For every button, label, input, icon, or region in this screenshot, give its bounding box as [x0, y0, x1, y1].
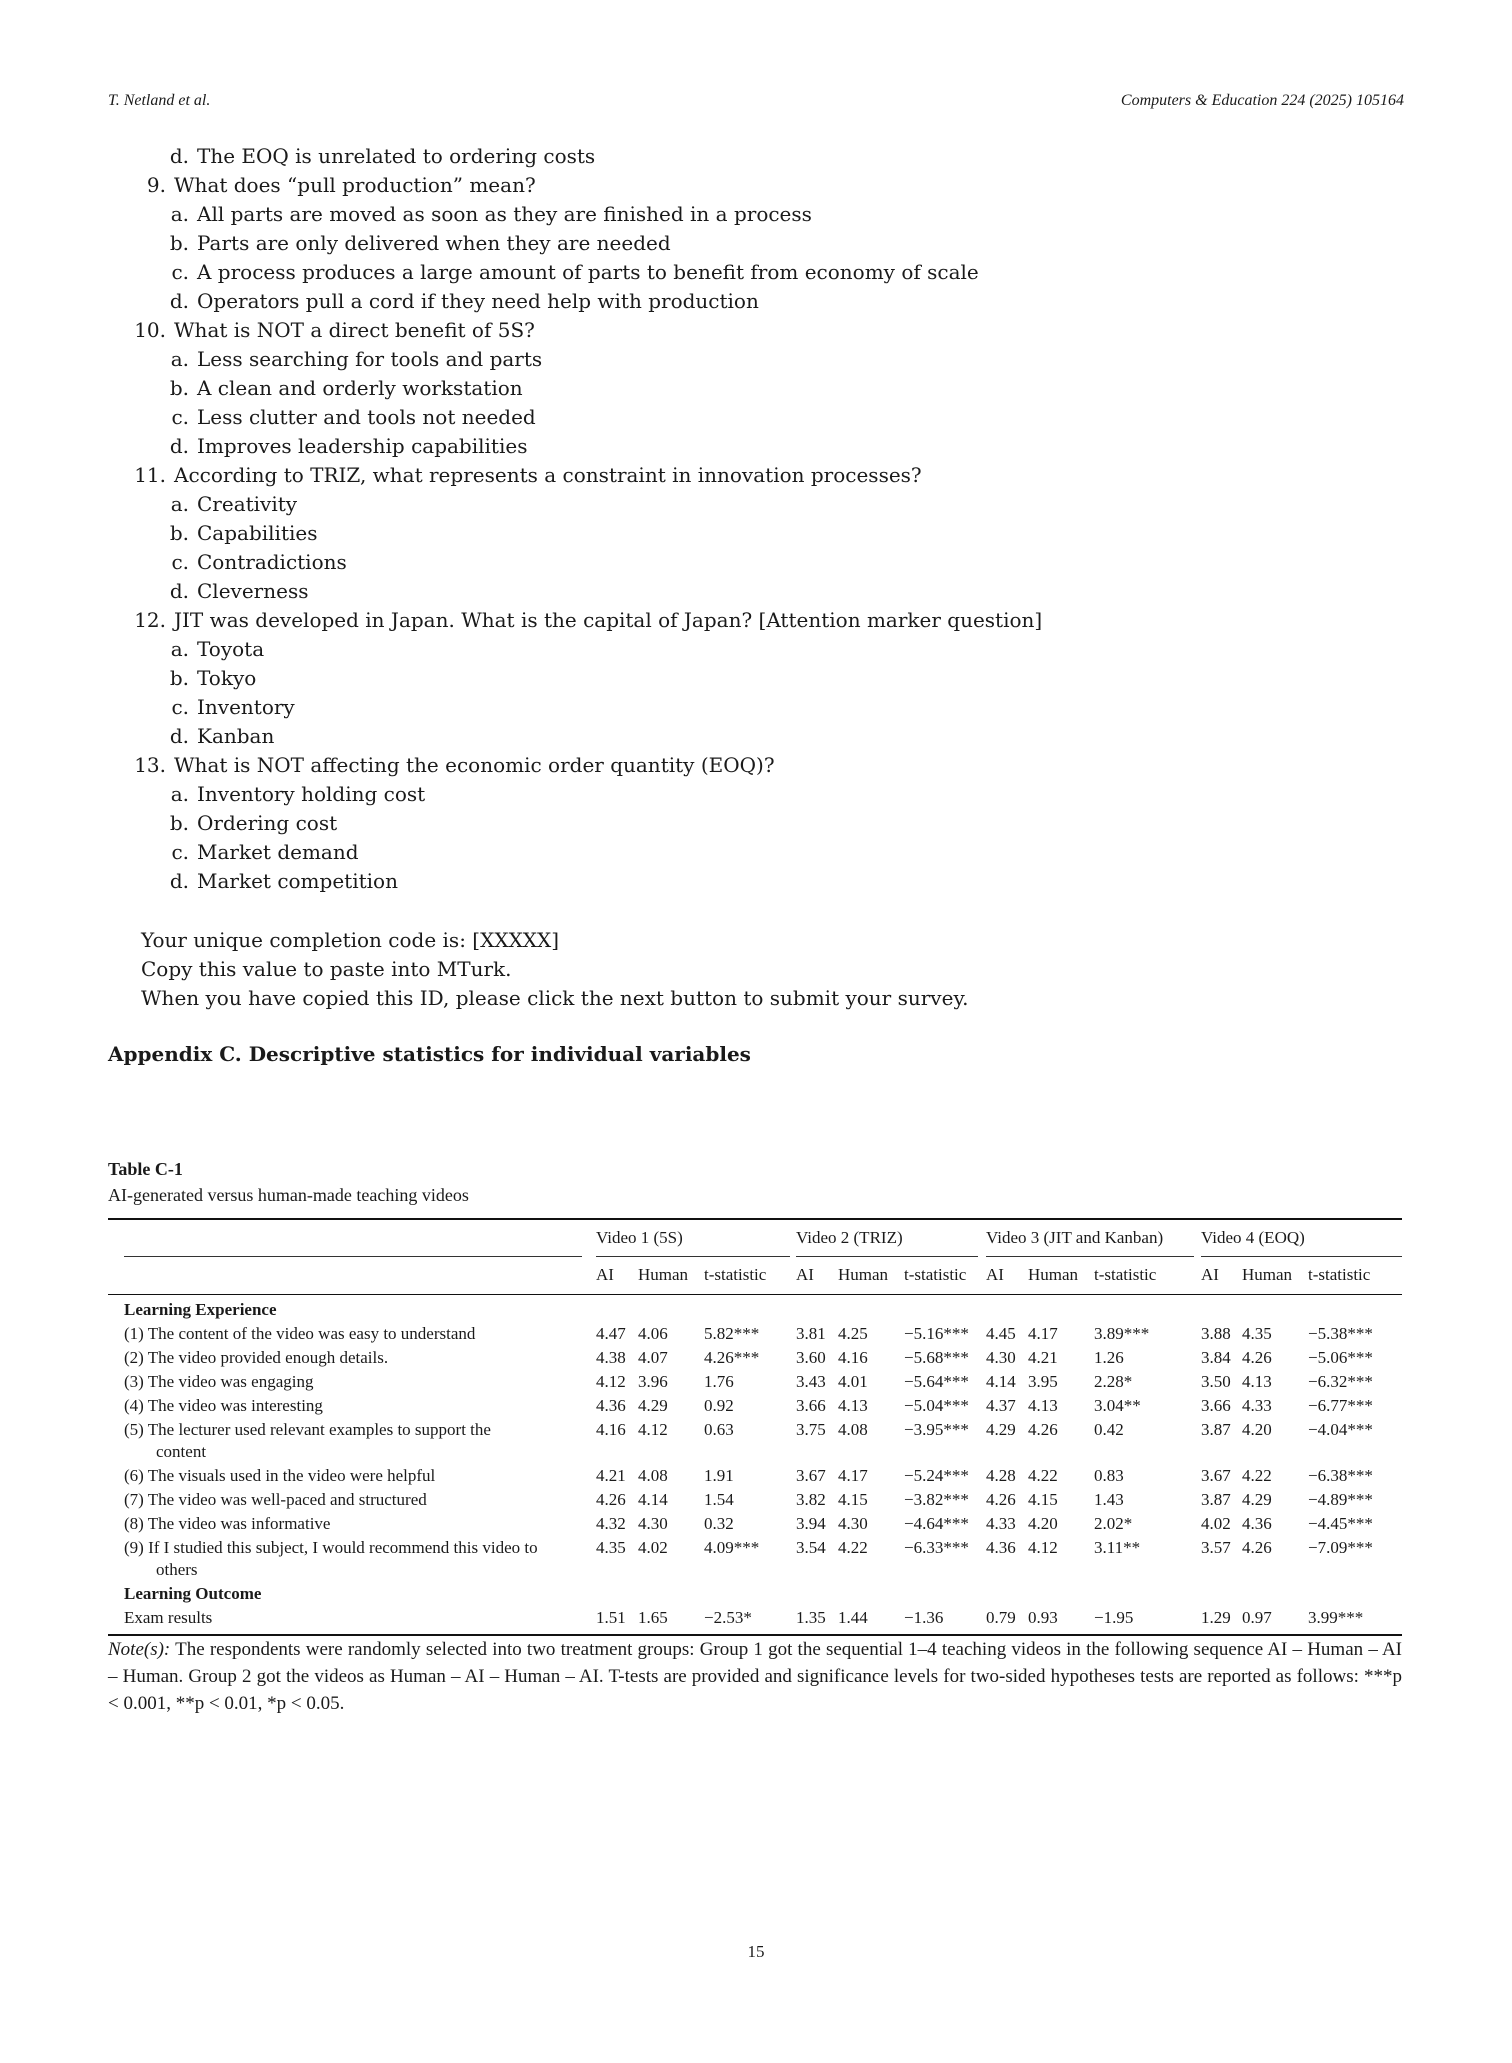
table-cell-value: 4.12 — [638, 1420, 668, 1439]
table-cell-value: 4.36 — [596, 1396, 626, 1415]
table-cell-value: −4.45*** — [1308, 1514, 1373, 1533]
stub-header-rule — [124, 1256, 582, 1257]
table-cell-value: 4.16 — [838, 1348, 868, 1367]
table-cell-value: 4.02 — [1201, 1514, 1231, 1533]
column-group-header: Video 1 (5S) — [596, 1228, 683, 1247]
option-text: Tokyo — [197, 666, 257, 690]
option-letter: d. — [169, 289, 189, 313]
answer-option — [108, 577, 1042, 606]
table-cell-value: 1.43 — [1094, 1490, 1124, 1509]
table-cell-value: 4.30 — [986, 1348, 1016, 1367]
table-cell-value: 5.82*** — [704, 1324, 760, 1343]
table-cell-value: 4.47 — [596, 1324, 626, 1343]
table-cell-value: 4.15 — [838, 1490, 868, 1509]
answer-option — [108, 548, 1042, 577]
table-cell-value: 4.26 — [596, 1490, 626, 1509]
table-cell-value: 4.25 — [838, 1324, 868, 1343]
answer-option — [108, 635, 1042, 664]
table-cell-value: 4.07 — [638, 1348, 668, 1367]
table-cell-value: 4.13 — [1028, 1396, 1058, 1415]
table-cell-value: −5.04*** — [904, 1396, 969, 1415]
note-label: Note(s): — [108, 1639, 171, 1660]
table-cell-value: −5.24*** — [904, 1466, 969, 1485]
option-letter: a. — [170, 492, 189, 516]
table-cell-value: 4.29 — [638, 1396, 668, 1415]
option-text: Less clutter and tools not needed — [197, 405, 536, 429]
answer-option — [108, 722, 1042, 751]
table-cell-value: 2.28* — [1094, 1372, 1133, 1391]
table-cell-value: −6.32*** — [1308, 1372, 1373, 1391]
group-header-rule — [986, 1256, 1194, 1257]
option-text: Creativity — [197, 492, 298, 516]
option-text: A process produces a large amount of parts to benefit from economy of scale — [197, 260, 979, 284]
option-text: Capabilities — [197, 521, 318, 545]
table-label: Table C-1 — [108, 1159, 183, 1179]
table-cell-value: 3.81 — [796, 1324, 826, 1343]
table-header-rule — [108, 1294, 1402, 1295]
table-cell-value: 3.82 — [796, 1490, 826, 1509]
option-letter: d. — [169, 579, 189, 603]
answer-option — [108, 519, 1042, 548]
table-cell-value: −4.64*** — [904, 1514, 969, 1533]
table-cell-value: −7.09*** — [1308, 1538, 1373, 1557]
table-cell-value: 4.14 — [986, 1372, 1016, 1391]
answer-option — [108, 780, 1042, 809]
option-text: Cleverness — [197, 579, 309, 603]
completion-line: When you have copied this ID, please click the next button to submit your survey. — [141, 986, 969, 1010]
column-header-ai: AI — [796, 1265, 814, 1284]
question-text: JIT was developed in Japan. What is the capital of Japan? [Attention marker question] — [174, 608, 1043, 632]
question-text: According to TRIZ, what represents a constraint in innovation processes? — [174, 463, 922, 487]
question-number: 10. — [134, 318, 166, 342]
option-letter: a. — [170, 347, 189, 371]
question-item — [108, 316, 1042, 345]
answer-option — [108, 142, 1042, 171]
question-item — [108, 751, 1042, 780]
table-cell-value: 4.14 — [638, 1490, 668, 1509]
answer-option — [108, 258, 1042, 287]
table-cell-value: 4.26 — [1242, 1348, 1272, 1367]
option-letter: d. — [169, 144, 189, 168]
table-cell-value: 4.38 — [596, 1348, 626, 1367]
completion-instructions — [141, 926, 968, 1013]
table-cell-value: 4.08 — [638, 1466, 668, 1485]
row-label: (5) The lecturer used relevant examples to support the — [124, 1420, 491, 1439]
table-cell-value: 3.50 — [1201, 1372, 1231, 1391]
table-cell-value: 2.02* — [1094, 1514, 1133, 1533]
table-cell-value: 3.99*** — [1308, 1608, 1364, 1627]
table-label-block — [108, 1156, 469, 1208]
table-cell-value: 0.42 — [1094, 1420, 1124, 1439]
table-cell-value: 3.96 — [638, 1372, 668, 1391]
table-cell-value: 4.35 — [596, 1538, 626, 1557]
option-text: Less searching for tools and parts — [197, 347, 543, 371]
option-letter: d. — [169, 869, 189, 893]
table-cell-value: 1.44 — [838, 1608, 868, 1627]
table-top-rule — [108, 1218, 1402, 1220]
section-title: Learning Outcome — [124, 1584, 262, 1603]
row-label-continuation: content — [156, 1442, 207, 1461]
table-cell-value: 0.83 — [1094, 1466, 1124, 1485]
table-cell-value: 4.37 — [986, 1396, 1016, 1415]
row-label: (1) The content of the video was easy to understand — [124, 1324, 476, 1343]
table-cell-value: 0.93 — [1028, 1608, 1058, 1627]
table-cell-value: −5.64*** — [904, 1372, 969, 1391]
option-text: Kanban — [197, 724, 275, 748]
header-authors: T. Netland et al. — [108, 92, 211, 109]
table-cell-value: 4.29 — [1242, 1490, 1272, 1509]
table-cell-value: −6.33*** — [904, 1538, 969, 1557]
completion-line: Copy this value to paste into MTurk. — [141, 957, 512, 981]
table-cell-value: −6.38*** — [1308, 1466, 1373, 1485]
question-number: 11. — [134, 463, 166, 487]
table-cell-value: 4.33 — [986, 1514, 1016, 1533]
table-cell-value: −4.04*** — [1308, 1420, 1373, 1439]
answer-option — [108, 809, 1042, 838]
table-cell-value: 3.66 — [796, 1396, 826, 1415]
option-letter: a. — [170, 202, 189, 226]
table-cell-value: 4.21 — [596, 1466, 626, 1485]
header-journal: Computers & Education 224 (2025) 105164 — [1120, 92, 1404, 109]
column-header-t: t-statistic — [1308, 1265, 1371, 1284]
group-header-rule — [1201, 1256, 1402, 1257]
option-text: Inventory — [197, 695, 295, 719]
table-cell-value: 3.75 — [796, 1420, 826, 1439]
option-letter: b. — [169, 811, 189, 835]
column-group-header: Video 4 (EOQ) — [1201, 1228, 1305, 1247]
column-group-header: Video 2 (TRIZ) — [796, 1228, 903, 1247]
table-cell-value: 0.79 — [986, 1608, 1016, 1627]
answer-option — [108, 432, 1042, 461]
answer-option — [108, 229, 1042, 258]
table-cell-value: −1.95 — [1094, 1608, 1134, 1627]
table-cell-value: −5.38*** — [1308, 1324, 1373, 1343]
table-cell-value: 4.36 — [1242, 1514, 1272, 1533]
row-label: (3) The video was engaging — [124, 1372, 314, 1391]
group-header-rule — [796, 1256, 978, 1257]
row-label: (7) The video was well-paced and structured — [124, 1490, 427, 1509]
column-header-ai: AI — [596, 1265, 614, 1284]
answer-option — [108, 838, 1042, 867]
column-header-t: t-statistic — [904, 1265, 967, 1284]
table-cell-value: 4.29 — [986, 1420, 1016, 1439]
table-cell-value: −1.36 — [904, 1608, 944, 1627]
question-text: What does “pull production” mean? — [174, 173, 536, 197]
question-text: What is NOT affecting the economic order quantity (EOQ)? — [174, 753, 775, 777]
row-label: (4) The video was interesting — [124, 1396, 323, 1415]
table-cell-value: 4.17 — [1028, 1324, 1058, 1343]
table-cell-value: 4.32 — [596, 1514, 626, 1533]
question-list — [108, 142, 1042, 896]
table-cell-value: 3.11** — [1094, 1538, 1141, 1557]
column-header-ai: AI — [986, 1265, 1004, 1284]
table-cell-value: 4.26*** — [704, 1348, 760, 1367]
question-item — [108, 606, 1042, 635]
table-cell-value: −5.16*** — [904, 1324, 969, 1343]
answer-option — [108, 867, 1042, 896]
column-header-t: t-statistic — [1094, 1265, 1157, 1284]
table-cell-value: 3.88 — [1201, 1324, 1231, 1343]
option-letter: b. — [169, 666, 189, 690]
table-cell-value: −3.95*** — [904, 1420, 969, 1439]
table-cell-value: 4.12 — [1028, 1538, 1058, 1557]
question-text: What is NOT a direct benefit of 5S? — [174, 318, 535, 342]
table-cell-value: 3.95 — [1028, 1372, 1058, 1391]
table-cell-value: 0.92 — [704, 1396, 734, 1415]
note-text: The respondents were randomly selected into two treatment groups: Group 1 got the sequential 1–4 teaching videos in the following sequence AI – Human – AI – Human. Group 2 got the videos as Human – AI – Human – AI. T-tests are provided and significance levels for two-sided hypotheses tests are reported as follows: ***p < 0.001, **p < 0.01, *p < 0.05. — [108, 1639, 1402, 1714]
table-cell-value: 3.87 — [1201, 1420, 1231, 1439]
table-cell-value: 4.28 — [986, 1466, 1016, 1485]
option-letter: c. — [171, 550, 189, 574]
option-text: Toyota — [197, 637, 265, 661]
answer-option — [108, 287, 1042, 316]
option-text: Inventory holding cost — [197, 782, 426, 806]
table-cell-value: 0.32 — [704, 1514, 734, 1533]
row-label-continuation: others — [156, 1560, 198, 1579]
running-head — [108, 92, 1404, 110]
table-cell-value: 4.06 — [638, 1324, 668, 1343]
table-cell-value: 1.91 — [704, 1466, 734, 1485]
option-text: Contradictions — [197, 550, 347, 574]
table-cell-value: 4.26 — [986, 1490, 1016, 1509]
table-cell-value: 4.13 — [838, 1396, 868, 1415]
option-text: The EOQ is unrelated to ordering costs — [197, 144, 596, 168]
column-header-human: Human — [1242, 1265, 1293, 1284]
option-letter: a. — [170, 637, 189, 661]
table-cell-value: 3.94 — [796, 1514, 826, 1533]
table-cell-value: 1.54 — [704, 1490, 734, 1509]
option-letter: b. — [169, 376, 189, 400]
table-caption: AI-generated versus human-made teaching videos — [108, 1185, 469, 1205]
table-cell-value: 3.67 — [1201, 1466, 1231, 1485]
table-cell-value: 3.87 — [1201, 1490, 1231, 1509]
table-cell-value: 1.29 — [1201, 1608, 1231, 1627]
table-cell-value: 4.12 — [596, 1372, 626, 1391]
table-cell-value: −5.06*** — [1308, 1348, 1373, 1367]
question-number: 9. — [146, 173, 166, 197]
table-cell-value: 4.22 — [1242, 1466, 1272, 1485]
option-letter: d. — [169, 724, 189, 748]
column-group-header: Video 3 (JIT and Kanban) — [986, 1228, 1164, 1247]
table-cell-value: 4.22 — [1028, 1466, 1058, 1485]
table-cell-value: 4.16 — [596, 1420, 626, 1439]
table-cell-value: 4.33 — [1242, 1396, 1272, 1415]
table-cell-value: 1.76 — [704, 1372, 734, 1391]
question-number: 12. — [134, 608, 166, 632]
column-header-human: Human — [1028, 1265, 1079, 1284]
option-text: Operators pull a cord if they need help with production — [197, 289, 759, 313]
table-cell-value: −3.82*** — [904, 1490, 969, 1509]
table-cell-value: 0.97 — [1242, 1608, 1272, 1627]
option-text: A clean and orderly workstation — [197, 376, 523, 400]
table-cell-value: 4.22 — [838, 1538, 868, 1557]
option-letter: c. — [171, 260, 189, 284]
table-cell-value: 3.57 — [1201, 1538, 1231, 1557]
table-cell-value: 3.84 — [1201, 1348, 1231, 1367]
table-cell-value: 4.01 — [838, 1372, 868, 1391]
table-cell-value: 4.02 — [638, 1538, 668, 1557]
option-letter: c. — [171, 695, 189, 719]
table-cell-value: 3.43 — [796, 1372, 826, 1391]
option-text: Parts are only delivered when they are needed — [197, 231, 671, 255]
option-text: Ordering cost — [197, 811, 338, 835]
table-cell-value: 4.13 — [1242, 1372, 1272, 1391]
question-item — [108, 171, 1042, 200]
table-note — [108, 1636, 1402, 1717]
table-cell-value: 4.17 — [838, 1466, 868, 1485]
table-cell-value: 4.15 — [1028, 1490, 1058, 1509]
option-text: Market competition — [197, 869, 398, 893]
appendix-heading: Appendix C. Descriptive statistics for individual variables — [108, 1042, 751, 1066]
answer-option — [108, 693, 1042, 722]
table-cell-value: 4.08 — [838, 1420, 868, 1439]
column-header-human: Human — [838, 1265, 889, 1284]
table-cell-value: 4.26 — [1028, 1420, 1058, 1439]
table-cell-value: 0.63 — [704, 1420, 734, 1439]
table-cell-value: −6.77*** — [1308, 1396, 1373, 1415]
table-cell-value: 4.35 — [1242, 1324, 1272, 1343]
table-cell-value: −2.53* — [704, 1608, 752, 1627]
section-title: Learning Experience — [124, 1300, 277, 1319]
question-item — [108, 461, 1042, 490]
table-cell-value: 3.54 — [796, 1538, 826, 1557]
option-letter: a. — [170, 782, 189, 806]
answer-option — [108, 374, 1042, 403]
table-cell-value: 1.35 — [796, 1608, 826, 1627]
table-cell-value: 1.65 — [638, 1608, 668, 1627]
option-text: Market demand — [197, 840, 359, 864]
table-cell-value: 4.45 — [986, 1324, 1016, 1343]
table-cell-value: −4.89*** — [1308, 1490, 1373, 1509]
table-cell-value: 1.26 — [1094, 1348, 1124, 1367]
option-letter: b. — [169, 521, 189, 545]
answer-option — [108, 345, 1042, 374]
column-header-t: t-statistic — [704, 1265, 767, 1284]
answer-option — [108, 403, 1042, 432]
option-text: All parts are moved as soon as they are finished in a process — [197, 202, 812, 226]
row-label: (2) The video provided enough details. — [124, 1348, 389, 1367]
table-cell-value: −5.68*** — [904, 1348, 969, 1367]
option-letter: b. — [169, 231, 189, 255]
table-cell-value: 4.09*** — [704, 1538, 760, 1557]
row-label: (8) The video was informative — [124, 1514, 331, 1533]
option-text: Improves leadership capabilities — [197, 434, 528, 458]
table-cell-value: 1.51 — [596, 1608, 626, 1627]
table-cell-value: 4.21 — [1028, 1348, 1058, 1367]
answer-option — [108, 664, 1042, 693]
table-cell-value: 4.20 — [1242, 1420, 1272, 1439]
column-header-human: Human — [638, 1265, 689, 1284]
table-cell-value: 3.66 — [1201, 1396, 1231, 1415]
table-cell-value: 3.04** — [1094, 1396, 1141, 1415]
row-label: (9) If I studied this subject, I would recommend this video to — [124, 1538, 538, 1557]
answer-option — [108, 490, 1042, 519]
table-cell-value: 3.60 — [796, 1348, 826, 1367]
table-cell-value: 4.30 — [638, 1514, 668, 1533]
completion-line: Your unique completion code is: [XXXXX] — [141, 928, 560, 952]
question-number: 13. — [134, 753, 166, 777]
page-number: 15 — [747, 1942, 765, 1961]
table-cell-value: 4.30 — [838, 1514, 868, 1533]
row-label: (6) The visuals used in the video were helpful — [124, 1466, 436, 1485]
answer-option — [108, 200, 1042, 229]
option-letter: c. — [171, 405, 189, 429]
table-cell-value: 4.20 — [1028, 1514, 1058, 1533]
group-header-rule — [596, 1256, 790, 1257]
table-cell-value: 4.36 — [986, 1538, 1016, 1557]
option-letter: d. — [169, 434, 189, 458]
option-letter: c. — [171, 840, 189, 864]
column-header-ai: AI — [1201, 1265, 1219, 1284]
table-cell-value: 4.26 — [1242, 1538, 1272, 1557]
table-cell-value: 3.67 — [796, 1466, 826, 1485]
table-cell-value: 3.89*** — [1094, 1324, 1150, 1343]
row-label: Exam results — [124, 1608, 213, 1627]
